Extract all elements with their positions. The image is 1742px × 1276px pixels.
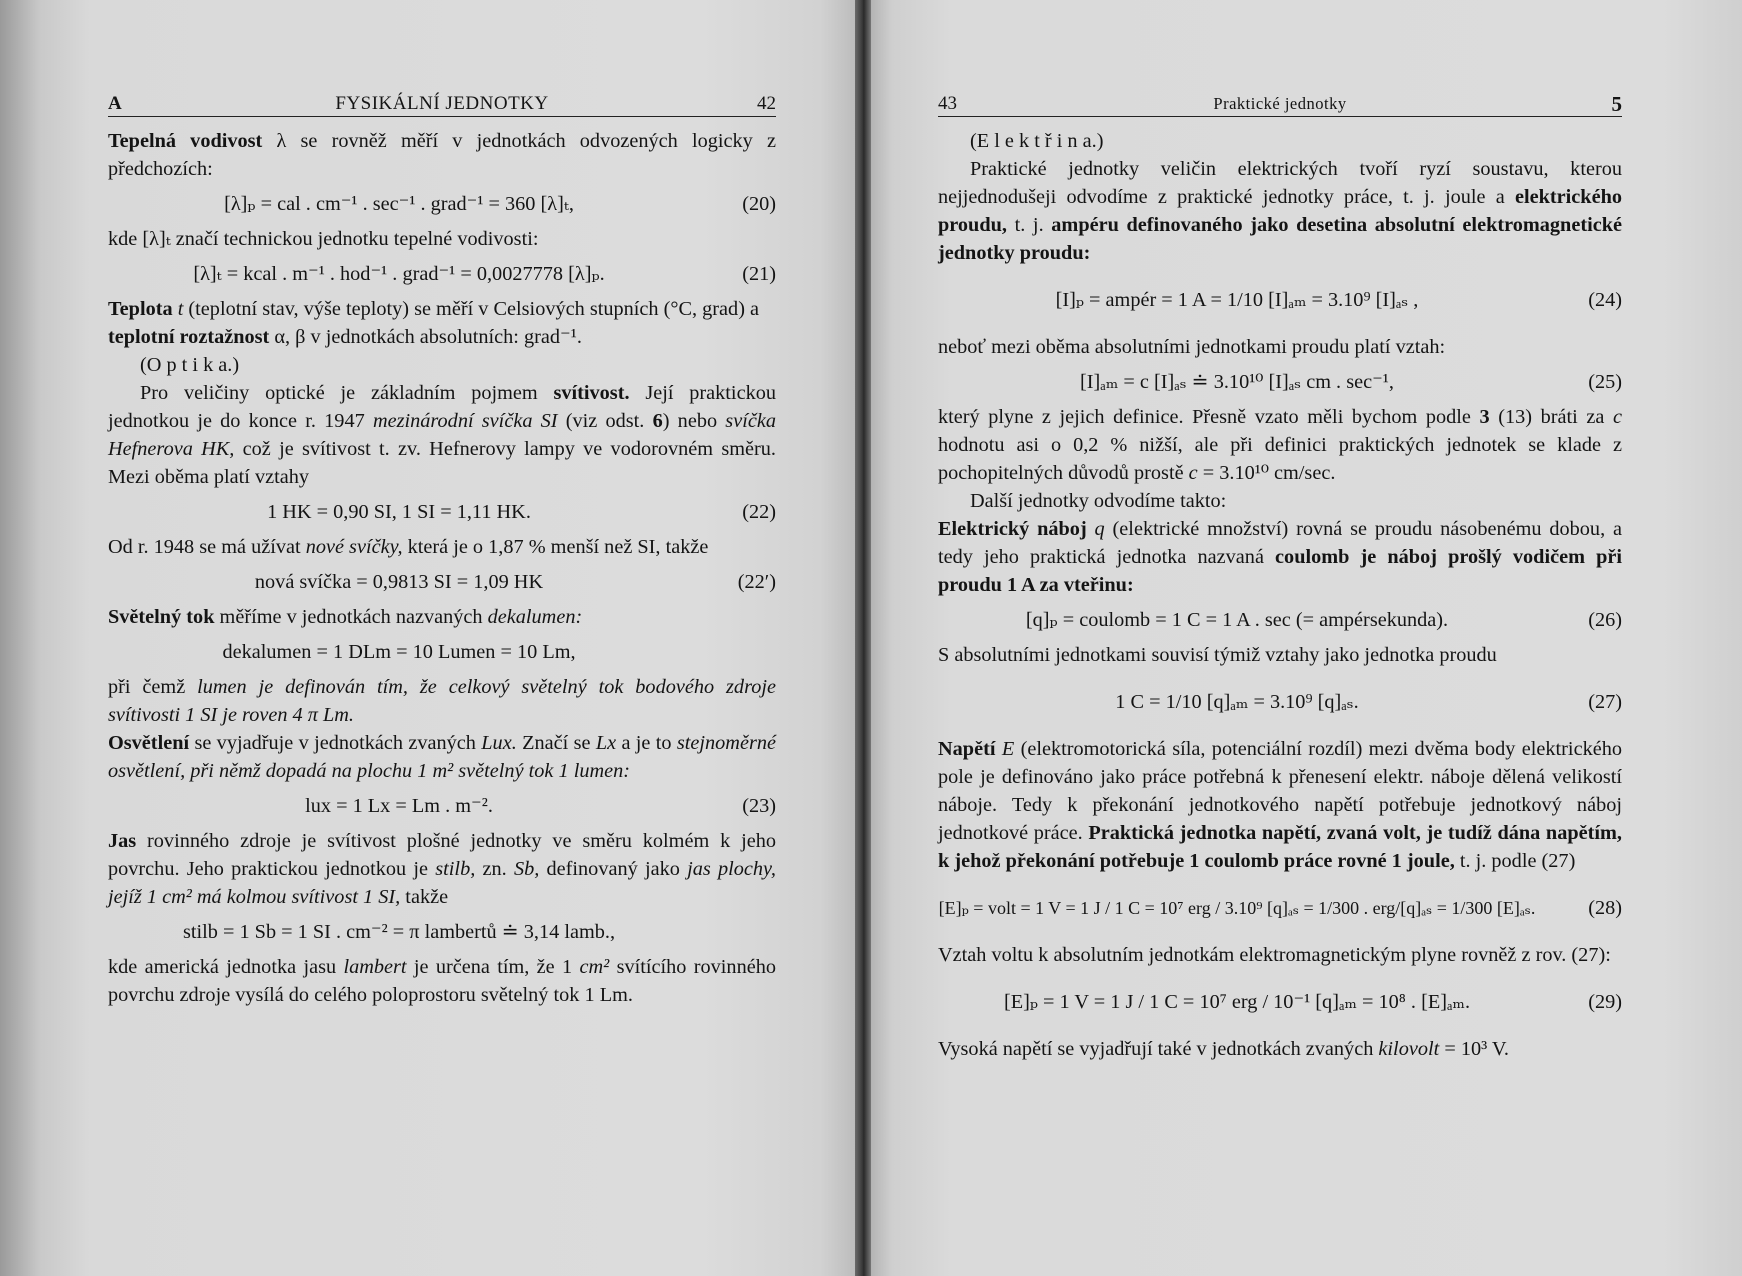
paragraph: Tepelná vodivost λ se rovněž měří v jednotkách odvozených logicky z předchozích: xyxy=(108,130,776,180)
right-page-header xyxy=(938,88,1622,117)
paragraph: S absolutními jednotkami souvisí týmiž vztahy jako jednotka proudu xyxy=(938,644,1497,666)
paragraph: Další jednotky odvodíme takto: xyxy=(970,490,1227,512)
paragraph: Napětí E (elektromotorická síla, potenciální rozdíl) mezi dvěma body elektrického pole je definováno jako práce potřebná k přenesení elektr. náboje dělená velikostí náboje. Tedy k překonání jednotkového napětí potřebuje jednotkový náboj jednotkové práce. Praktická jednotka napětí, zvaná volt, je tudíž dána napětím, k jehož překonání potřebuje 1 coulomb práce rovné 1 joule, t. j. podle (27) xyxy=(938,738,1622,872)
equation-dekalumen: dekalumen = 1 DLm = 10 Lumen = 10 Lm, xyxy=(222,641,576,663)
paragraph: Světelný tok měříme v jednotkách nazvaných dekalumen: xyxy=(108,606,583,628)
paragraph: Teplota t (teplotní stav, výše teploty) se měří v Celsiových stupních (°C, grad) a xyxy=(108,298,760,320)
paragraph: Osvětlení se vyjadřuje v jednotkách zvaných Lux. Značí se Lx a je to stejnoměrné osvětlení, při němž dopadá na plochu 1 m² světelný tok 1 lumen: xyxy=(108,732,776,782)
right-text-column xyxy=(938,88,1622,1063)
equation-24: [I]ₚ = ampér = 1 A = 1/10 [I]ₐₘ = 3.10⁹ [I]ₐₛ , (24) xyxy=(1055,289,1622,311)
section-letter: A xyxy=(108,93,122,114)
equation-25: [I]ₐₘ = c [I]ₐₛ ≐ 3.10¹⁰ [I]ₐₛ cm . sec⁻¹, (25) xyxy=(1080,371,1622,393)
equation-28: [E]ₚ = volt = 1 V = 1 J / 1 C = 10⁷ erg / 3.10⁹ [q]ₐₛ = 1/300 . erg/[q]ₐₛ = 1/300 [E]ₐₛ. (28) xyxy=(938,897,1622,919)
paragraph: Od r. 1948 se má užívat nové svíčky, která je o 1,87 % menší než SI, takže xyxy=(108,536,709,558)
equation-22: 1 HK = 0,90 SI, 1 SI = 1,11 HK. (22) xyxy=(267,501,776,523)
paragraph: Vysoká napětí se vyjadřují také v jednotkách zvaných kilovolt = 10³ V. xyxy=(938,1038,1509,1060)
equation-22-prime: nová svíčka = 0,9813 SI = 1,09 HK (22′) xyxy=(254,571,776,593)
equation-21: [λ]ₜ = kcal . m⁻¹ . hod⁻¹ . grad⁻¹ = 0,0027778 [λ]ₚ. (21) xyxy=(193,263,776,285)
left-page-header xyxy=(108,88,776,117)
equation-29: [E]ₚ = 1 V = 1 J / 1 C = 10⁷ erg / 10⁻¹ [q]ₐₘ = 10⁸ . [E]ₐₘ. (29) xyxy=(1003,991,1622,1013)
page-number-left: 43 xyxy=(938,93,957,114)
equation-27: 1 C = 1/10 [q]ₐₘ = 3.10⁹ [q]ₐₛ. (27) xyxy=(1115,691,1622,713)
equation-23: lux = 1 Lx = Lm . m⁻². (23) xyxy=(305,795,776,817)
paragraph: Vztah voltu k absolutním jednotkám elektromagnetickým plyne rovněž z rov. (27): xyxy=(938,944,1611,966)
equation-26: [q]ₚ = coulomb = 1 C = 1 A . sec (= ampérsekunda). (26) xyxy=(1025,609,1622,631)
equation-stilb: stilb = 1 Sb = 1 SI . cm⁻² = π lambertů ≐ 3,14 lamb., xyxy=(182,921,616,943)
paragraph: kde americká jednotka jasu lambert je určena tím, že 1 cm² svítícího rovinného povrchu zdroje vysílá do celého poloprostoru světelný tok 1 Lm. xyxy=(108,956,776,1006)
book-gutter xyxy=(855,0,871,1276)
subsection-optika: (O p t i k a.) xyxy=(140,354,240,376)
paragraph: kde [λ]ₜ značí technickou jednotku tepelné vodivosti: xyxy=(108,228,539,250)
running-title: Praktické jednotky xyxy=(1213,94,1347,113)
left-text-column xyxy=(108,88,776,1009)
paragraph: který plyne z jejich definice. Přesně vzato měli bychom podle 3 (13) bráti za c hodnotu asi o 0,2 % nižší, ale při definici praktických jednotek se klade z pochopitelných důvodů prostě c = 3.10¹⁰ cm/sec. xyxy=(938,406,1622,484)
paragraph: Praktické jednotky veličin elektrických tvoří ryzí soustavu, kterou nejjednodušeji odvodíme z praktické jednotky práce, t. j. joule a elektrického proudu, t. j. ampéru definovaného jako desetina absolutní elektromagnetické jednotky proudu: xyxy=(938,158,1623,264)
paragraph: Jas rovinného zdroje je svítivost plošné jednotky ve směru kolmém k jeho povrchu. Jeho praktickou jednotkou je stilb, zn. Sb, definovaný jako jas plochy, jejíž 1 cm² má kolmou svítivost 1 SI, takže xyxy=(108,830,777,908)
paragraph: Elektrický náboj q (elektrické množství) rovná se proudu násobenému dobou, a tedy jeho praktická jednotka nazvaná coulomb je náboj prošlý vodičem při proudu 1 A za vteřinu: xyxy=(938,518,1622,596)
page-number-right: 5 xyxy=(1611,92,1622,116)
paragraph: teplotní roztažnost α, β v jednotkách absolutních: grad⁻¹. xyxy=(108,326,582,348)
left-page xyxy=(0,0,862,1276)
paragraph: při čemž lumen je definován tím, že celkový světelný tok bodového zdroje svítivosti 1 SI je roven 4 π Lm. xyxy=(108,676,776,726)
subsection-elektrina: (E l e k t ř i n a.) xyxy=(970,130,1104,152)
right-page xyxy=(862,0,1742,1276)
running-title: FYSIKÁLNÍ JEDNOTKY xyxy=(335,93,549,114)
paragraph: Pro veličiny optické je základním pojmem svítivost. Její praktickou jednotkou je do konce r. 1947 mezinárodní svíčka SI (viz odst. 6) nebo svíčka Hefnerova HK, což je svítivost t. zv. Hefnerovy lampy ve vodorovném směru. Mezi oběma platí vztahy xyxy=(108,382,776,488)
paragraph: neboť mezi oběma absolutními jednotkami proudu platí vztah: xyxy=(938,336,1446,358)
equation-20: [λ]ₚ = cal . cm⁻¹ . sec⁻¹ . grad⁻¹ = 360 [λ]ₜ, (20) xyxy=(224,193,776,215)
page-number: 42 xyxy=(757,93,776,114)
